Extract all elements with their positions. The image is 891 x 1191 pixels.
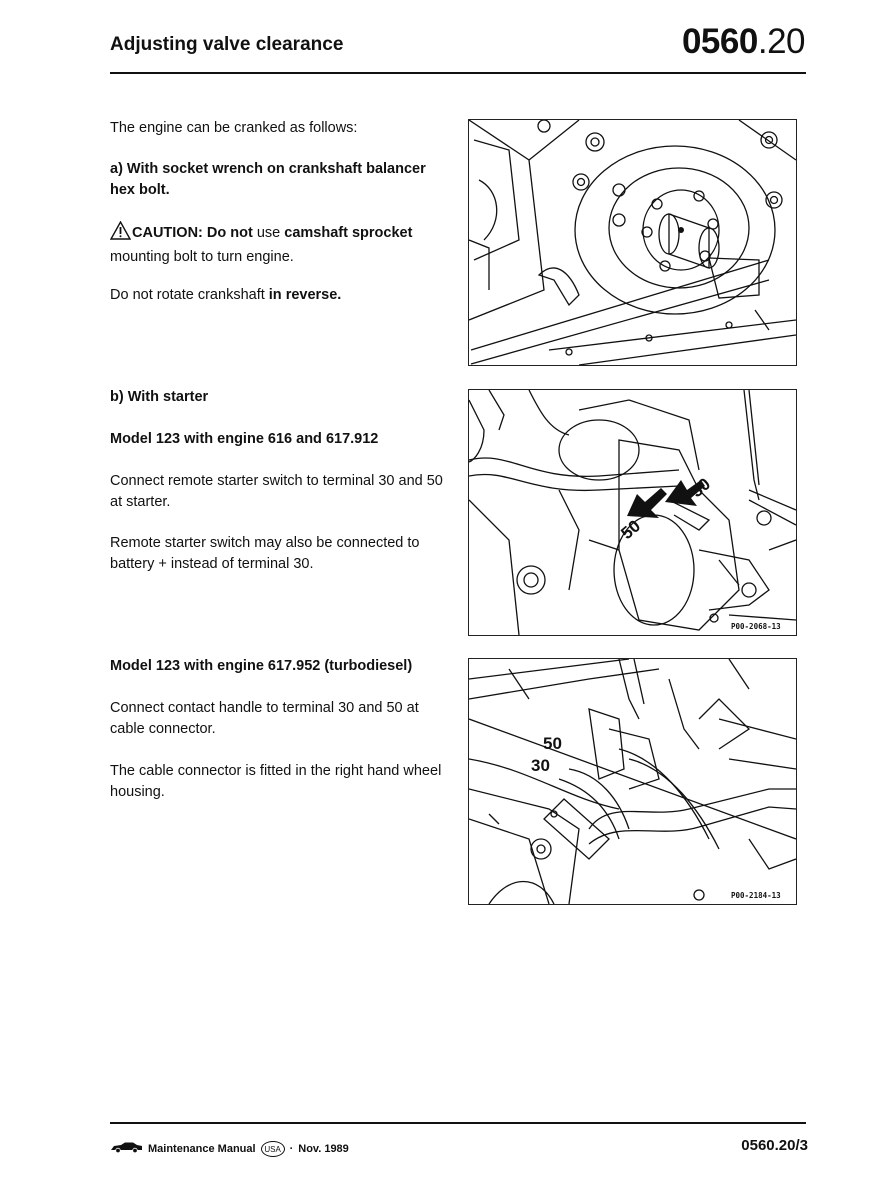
model-617952-heading: Model 123 with engine 617.952 (turbodiesel) (110, 658, 413, 674)
manual-label: Maintenance Manual (148, 1143, 256, 1155)
cable-connector-figure (468, 658, 797, 905)
section-code-light: .20 (757, 22, 805, 61)
caution-do-not: Do not (206, 225, 253, 241)
cable-connector-paragraph: The cable connector is fitted in the right hand wheel housing. (110, 763, 442, 800)
section-code (682, 22, 805, 62)
intro-text: The engine can be cranked as follows: (110, 120, 358, 136)
fig3-label-30: 30 (531, 756, 550, 775)
reverse-note-plain: Do not rotate crankshaft (110, 287, 269, 303)
section-code-bold: 0560 (681, 22, 758, 61)
caution-label: CAUTION: (132, 225, 203, 241)
section-b-heading: b) With starter (110, 389, 209, 405)
footer-separator: · (289, 1143, 294, 1155)
starter-terminal-illustration (469, 390, 796, 635)
model-616-heading: Model 123 with engine 616 and 617.912 (110, 431, 379, 447)
footer-meta (110, 1141, 349, 1157)
cable-connector-illustration (469, 659, 796, 904)
page-title: Adjusting valve clearance (110, 34, 344, 55)
reverse-note-bold: in reverse. (268, 287, 342, 303)
region-badge: USA (261, 1141, 285, 1157)
starter-terminal-figure (468, 389, 797, 636)
section-a-heading: a) With socket wrench on crankshaft balancer hex bolt. (110, 161, 426, 198)
warning-triangle-icon (110, 221, 131, 247)
caution-paragraph (110, 221, 445, 268)
footer-rule (110, 1122, 806, 1124)
fig2-code: P00-2068-13 (731, 622, 781, 631)
fig2-label-50: 50 (617, 516, 645, 544)
fig3-code: P00-2184-13 (731, 891, 781, 900)
reverse-note (110, 285, 445, 306)
crankshaft-wrench-illustration (469, 120, 796, 365)
battery-paragraph: Remote starter switch may also be connected to battery + instead of terminal 30. (110, 535, 420, 572)
caution-use: use (252, 225, 285, 241)
caution-rest: mounting bolt to turn engine. (110, 249, 294, 265)
publication-date: Nov. 1989 (298, 1143, 349, 1155)
fig2-label-30: 30 (687, 474, 715, 502)
caution-bold-part: camshaft sprocket (284, 225, 413, 241)
car-logo-icon (110, 1142, 143, 1156)
fig3-label-50: 50 (543, 734, 562, 753)
crankshaft-wrench-figure (468, 119, 797, 366)
header-rule (110, 72, 806, 74)
contact-handle-paragraph: Connect contact handle to terminal 30 and 50 at cable connector. (110, 700, 419, 737)
page-number: 0560.20/3 (741, 1137, 808, 1154)
starter-switch-paragraph: Connect remote starter switch to terminal 30 and 50 at starter. (110, 473, 443, 510)
